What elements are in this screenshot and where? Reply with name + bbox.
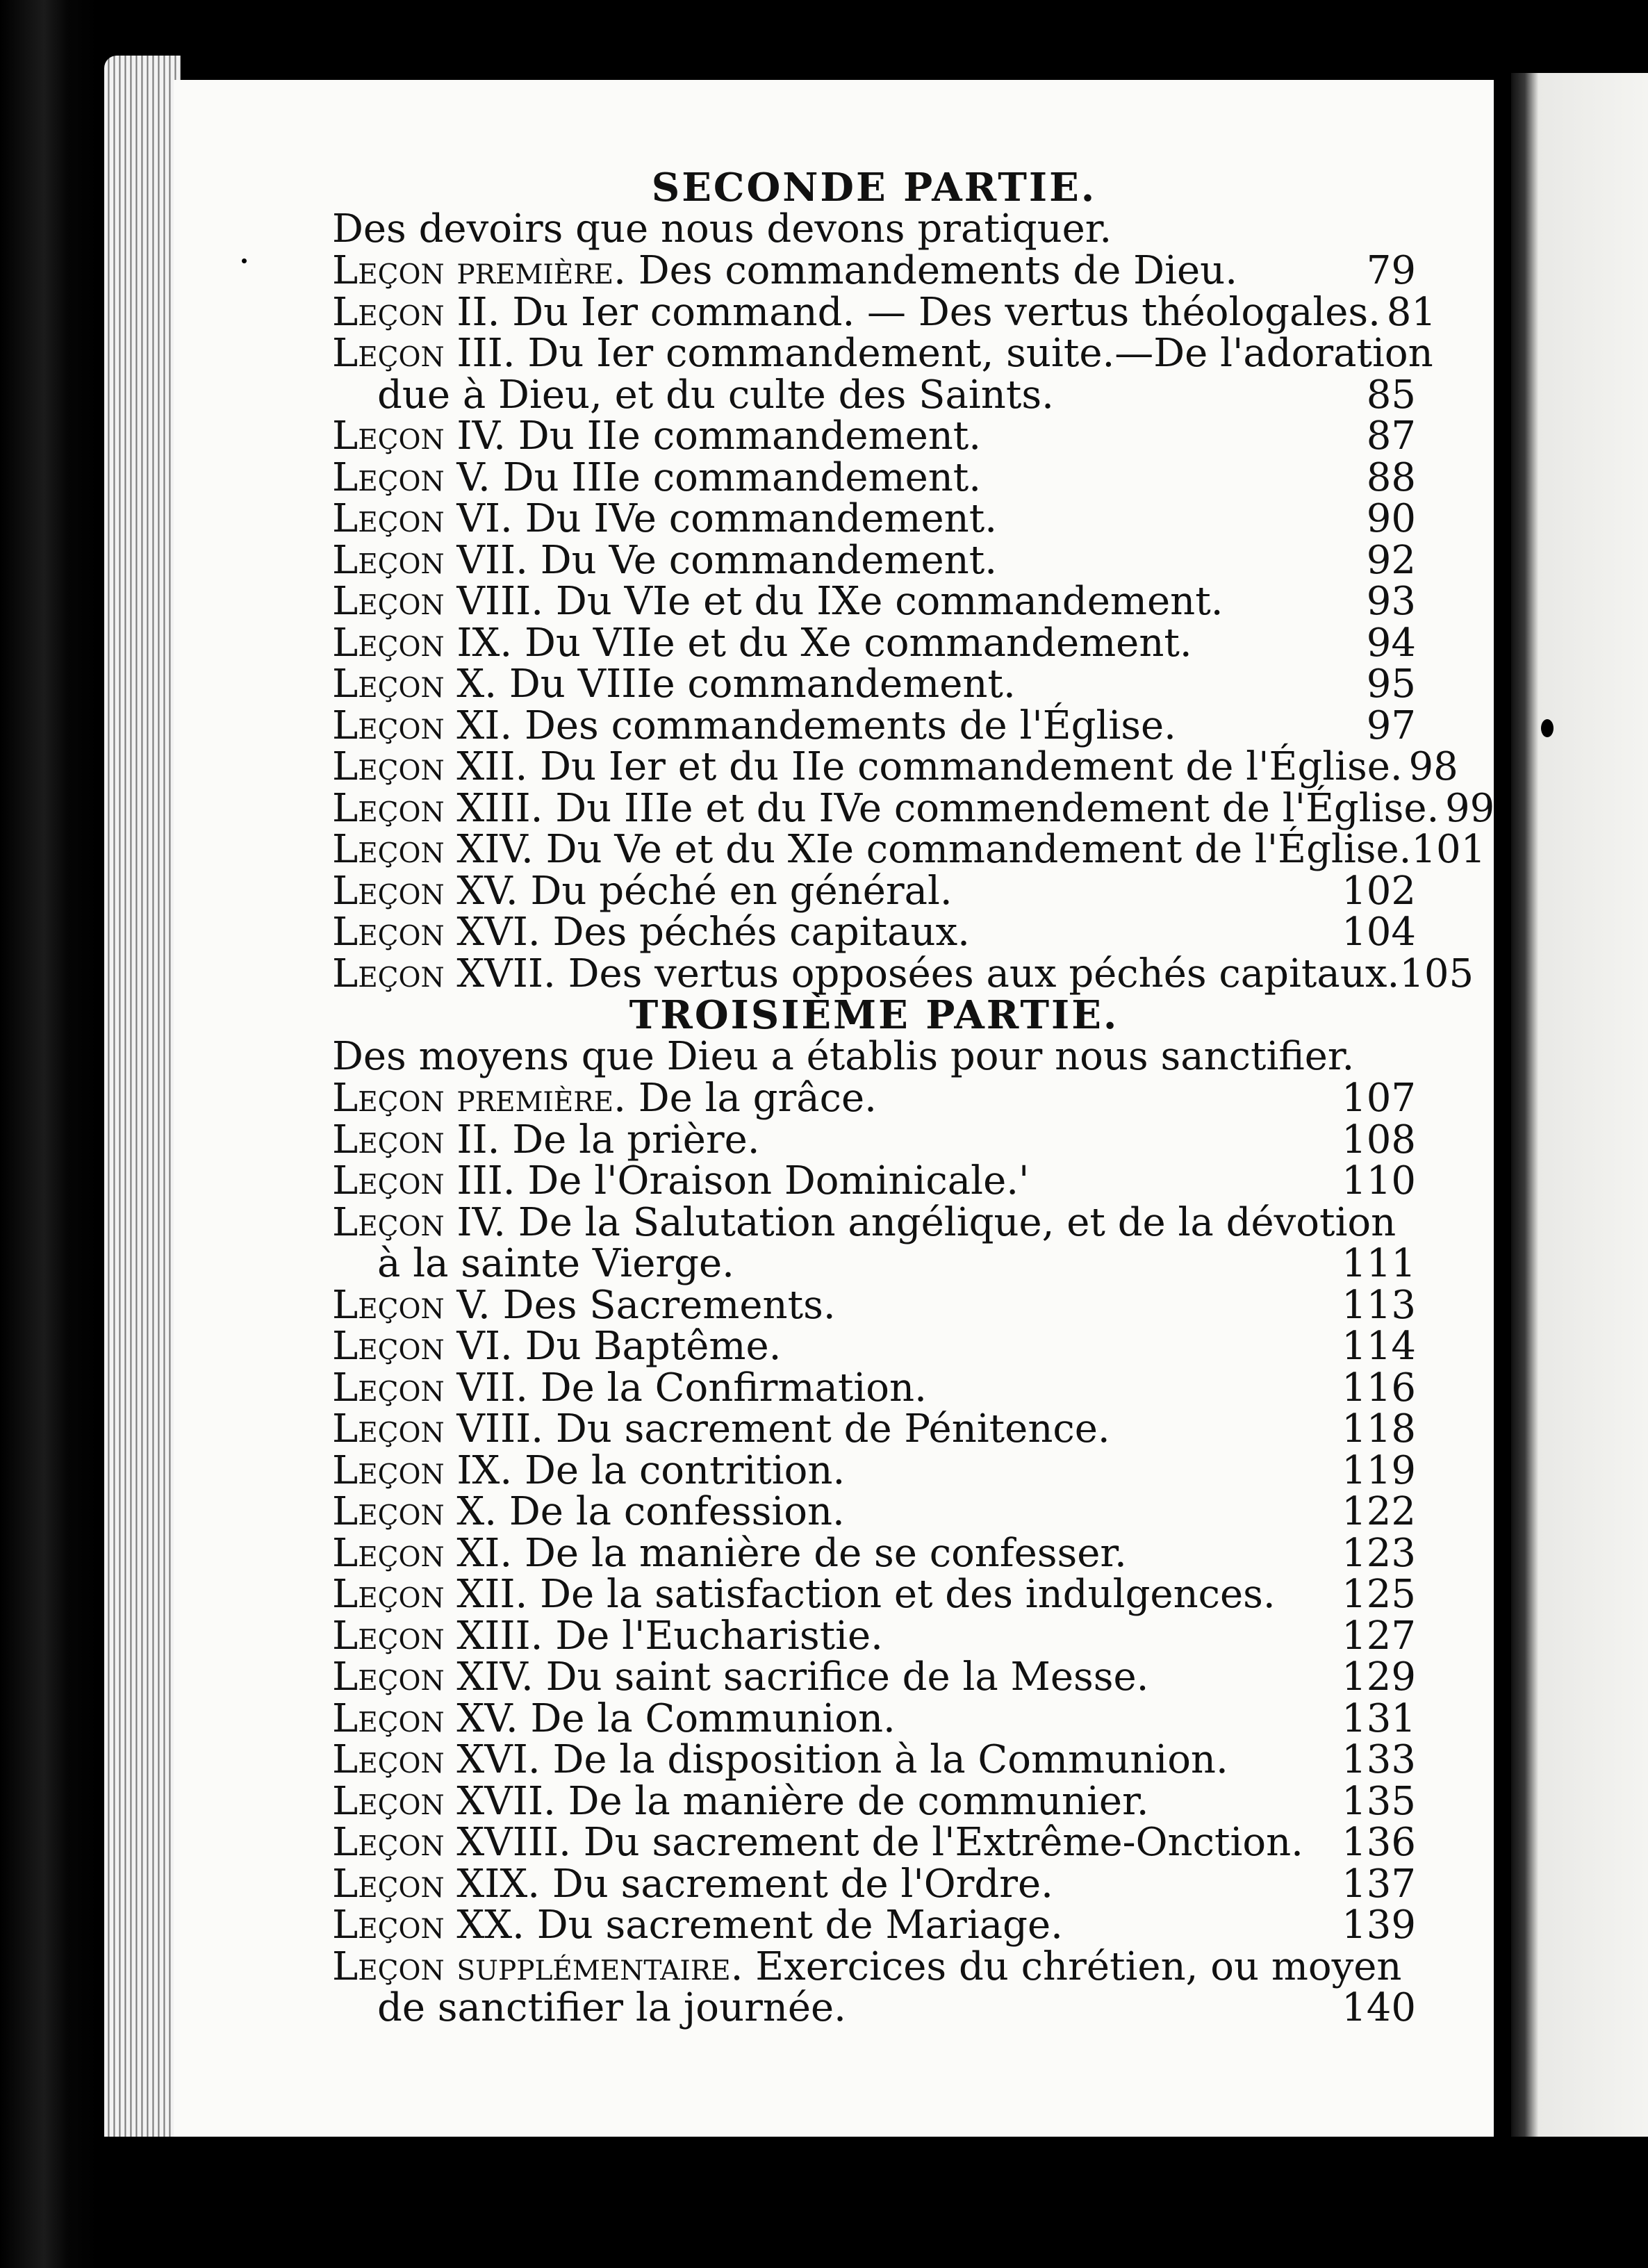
toc-entry [332, 1530, 1416, 1576]
scan-border-left [0, 0, 97, 2268]
page-number: 79 [1366, 248, 1416, 293]
entry-text [332, 1199, 1396, 1245]
entry-text [332, 829, 1411, 871]
lesson-label: Leçon XVIII. [332, 1820, 571, 1865]
entry-text [332, 454, 982, 500]
lesson-title: Du IIe commandement. [518, 413, 982, 459]
toc-entry [332, 1654, 1416, 1700]
entry-text [332, 1408, 1110, 1450]
lesson-title: Du sacrement de Pénitence. [555, 1406, 1110, 1452]
toc-entry [332, 581, 1416, 623]
lesson-title: De la satisfaction et des indulgences. [540, 1572, 1276, 1617]
toc-entry [332, 1946, 1416, 1988]
page-number: 139 [1342, 1903, 1416, 1948]
lesson-label: Leçon XVI. [332, 1737, 541, 1782]
lesson-label: Leçon XI. [332, 702, 513, 748]
entry-text [332, 1367, 927, 1409]
toc-entry [332, 1243, 1416, 1285]
toc-entry [332, 1613, 1416, 1659]
lesson-title: Du Ier command. — Des vertus théologales. [512, 289, 1381, 335]
lesson-title: Du VIIIe commandement. [509, 662, 1016, 707]
entry-text [332, 333, 1433, 375]
entry-text [332, 413, 982, 459]
entry-text [332, 581, 1223, 623]
lesson-label: Leçon II. [332, 1117, 500, 1162]
toc-entry [332, 1282, 1416, 1328]
lesson-title: Du Ve et du XIe commandement de l'Église. [545, 827, 1412, 872]
toc-entry [332, 1199, 1416, 1245]
lesson-title: De la prière. [512, 1117, 760, 1162]
page-number: 137 [1342, 1861, 1416, 1907]
toc-entry [332, 620, 1416, 666]
toc-entry [332, 868, 1416, 914]
scan-border-bottom [97, 2137, 1648, 2268]
book-page-edges [104, 56, 181, 2161]
toc-entry [332, 785, 1495, 831]
toc-entry [332, 744, 1458, 789]
toc-entry [332, 1447, 1416, 1493]
toc-entry [332, 498, 1416, 540]
toc-entry [332, 1574, 1416, 1616]
lesson-title: De la manière de communier. [568, 1778, 1149, 1824]
page-number: 111 [1342, 1241, 1416, 1286]
ink-speck [242, 258, 247, 263]
page-number: 85 [1366, 372, 1416, 418]
lesson-title: Des commandements de Dieu. [638, 248, 1237, 293]
lesson-label: Leçon IX. [332, 620, 513, 666]
toc-entry [332, 1119, 1416, 1161]
entry-text [332, 1326, 781, 1367]
lesson-label: Leçon XI. [332, 1530, 513, 1576]
entry-text [332, 1822, 1303, 1864]
lesson-title: De la contrition. [525, 1447, 846, 1493]
section-title: TROISIÈME PARTIE. [629, 992, 1119, 1038]
entry-text [332, 289, 1381, 335]
page-number: 119 [1342, 1447, 1416, 1493]
lesson-label: Leçon XX. [332, 1903, 525, 1948]
lesson-label: Leçon III. [332, 331, 516, 376]
entry-text [332, 664, 1016, 705]
toc-entry [332, 827, 1486, 872]
toc-entry [332, 1987, 1416, 2029]
entry-text [332, 953, 1399, 995]
toc-entry [332, 413, 1416, 459]
lesson-title: Du Ve commandement. [540, 537, 998, 583]
lesson-title: De l'Eucharistie. [555, 1613, 883, 1659]
lesson-title: Du sacrement de l'Extrême-Onction. [583, 1820, 1303, 1865]
toc-entry [332, 1861, 1416, 1907]
lesson-label: Leçon VIII. [332, 1406, 544, 1452]
entry-text [332, 912, 970, 953]
lesson-title: Du Ier commandement, suite.—De l'adoration [527, 331, 1433, 376]
page-number: 122 [1342, 1489, 1416, 1534]
page-number: 129 [1342, 1654, 1416, 1700]
entry-text [332, 746, 1403, 788]
page-number: 104 [1342, 910, 1416, 955]
toc-entry [332, 1367, 1416, 1409]
entry-text [332, 1530, 1127, 1576]
lesson-label: Leçon XIV. [332, 1654, 534, 1700]
lesson-title: De la confession. [509, 1489, 845, 1534]
lesson-title: Du VIIe et du Xe commandement. [525, 620, 1192, 666]
page-number: 135 [1342, 1778, 1416, 1824]
lesson-label: Leçon XVI. [332, 910, 541, 955]
lesson-title: De la Confirmation. [540, 1365, 927, 1411]
lesson-title: Du VIe et du IXe commandement. [555, 579, 1223, 624]
toc-entry [332, 1491, 1416, 1533]
lesson-title: à la sainte Vierge. [377, 1241, 734, 1286]
lesson-label: Leçon supplémentaire. [332, 1944, 743, 1989]
toc-entry [332, 372, 1416, 418]
page-number: 90 [1366, 496, 1416, 541]
lesson-label: Leçon XIX. [332, 1861, 541, 1907]
page-number: 94 [1366, 620, 1416, 666]
entry-text [332, 702, 1176, 748]
lesson-label: Leçon XIII. [332, 1613, 543, 1659]
page-number: 105 [1399, 951, 1474, 996]
page-number: 136 [1342, 1820, 1416, 1865]
toc-entry [332, 250, 1416, 292]
entry-text [332, 1739, 1228, 1781]
lesson-label: Leçon VI. [332, 1324, 513, 1369]
entry-text [332, 1778, 1149, 1824]
lesson-label: Leçon VIII. [332, 579, 544, 624]
lesson-title: Du saint sacrifice de la Messe. [545, 1654, 1149, 1700]
toc-entry [332, 912, 1416, 953]
ink-speck [1541, 719, 1554, 737]
page-number: 131 [1342, 1695, 1416, 1741]
lesson-title: Du sacrement de Mariage. [536, 1903, 1063, 1948]
entry-text [332, 1861, 1053, 1907]
lesson-label: Leçon VII. [332, 537, 528, 583]
page-number: 93 [1366, 579, 1416, 624]
entry-text [332, 1574, 1276, 1616]
entry-text [332, 1447, 846, 1493]
toc-entry [332, 1822, 1416, 1864]
entry-text [332, 372, 1054, 418]
lesson-title: De la Salutation angélique, et de la dévotion [518, 1199, 1396, 1245]
lesson-label: Leçon X. [332, 1489, 497, 1534]
toc-entry [332, 1695, 1416, 1741]
lesson-label: Leçon XVII. [332, 951, 556, 996]
toc-entry [332, 1778, 1416, 1824]
lesson-label: Leçon V. [332, 454, 491, 500]
section-subtitle: Des devoirs que nous devons pratiquer. [332, 206, 1112, 252]
lesson-title: Du péché en général. [530, 868, 953, 914]
page-number: 116 [1342, 1365, 1416, 1411]
lesson-label: Leçon IV. [332, 1199, 506, 1245]
facing-page [1511, 73, 1648, 2158]
toc-entry [332, 1739, 1416, 1781]
lesson-title: Du Ier et du IIe commandement de l'Église. [540, 744, 1403, 789]
lesson-title: Des péchés capitaux. [552, 910, 970, 955]
lesson-label: Leçon XV. [332, 1695, 518, 1741]
page-number: 125 [1342, 1572, 1416, 1617]
lesson-title: De la Communion. [530, 1695, 896, 1741]
entry-text [332, 1160, 1029, 1202]
page-number: 81 [1386, 289, 1436, 335]
entry-text [332, 1243, 734, 1285]
lesson-title: Du IIIe et du IVe commendement de l'Église. [555, 785, 1440, 831]
entry-text [332, 1987, 846, 2029]
lesson-title: Des Sacrements. [502, 1282, 836, 1328]
entry-text [332, 1119, 760, 1161]
toc-entry [332, 1078, 1416, 1119]
lesson-label: Leçon XVII. [332, 1778, 556, 1824]
page-number: 110 [1342, 1158, 1416, 1203]
lesson-title: De l'Oraison Dominicale.' [527, 1158, 1030, 1203]
toc-entry [332, 951, 1474, 996]
page-number: 87 [1366, 413, 1416, 459]
toc-entry [332, 664, 1416, 705]
entry-text [332, 1905, 1063, 1946]
entry-text [332, 1491, 845, 1533]
lesson-title: due à Dieu, et du culte des Saints. [377, 372, 1054, 418]
entry-text [332, 1695, 896, 1741]
toc-entry [332, 289, 1436, 335]
lesson-title: Des commandements de l'Église. [525, 702, 1176, 748]
lesson-label: Leçon IX. [332, 1447, 513, 1493]
toc-entry [332, 702, 1416, 748]
toc-entry [332, 1905, 1416, 1946]
toc-entry [332, 1160, 1416, 1202]
lesson-title: Du sacrement de l'Ordre. [552, 1861, 1053, 1907]
lesson-label: Leçon XII. [332, 744, 528, 789]
entry-text [332, 785, 1440, 831]
lesson-label: Leçon première. [332, 248, 626, 293]
lesson-title: Exercices du chrétien, ou moyen [755, 1944, 1402, 1989]
lesson-title: Des vertus opposées aux péchés capitaux. [568, 951, 1400, 996]
page-number: 92 [1366, 537, 1416, 583]
lesson-title: Du IVe commandement. [525, 496, 998, 541]
page-number: 127 [1342, 1613, 1416, 1659]
page-number: 113 [1342, 1282, 1416, 1328]
page-number: 98 [1408, 744, 1458, 789]
toc-entry [332, 1326, 1416, 1367]
entry-text [332, 868, 953, 914]
entry-text [332, 1946, 1401, 1988]
lesson-label: Leçon III. [332, 1158, 516, 1203]
entry-text [332, 250, 1237, 292]
page-number: 123 [1342, 1530, 1416, 1576]
entry-text [332, 1282, 836, 1328]
page-number: 95 [1366, 662, 1416, 707]
table-of-contents [332, 165, 1495, 2030]
lesson-label: Leçon V. [332, 1282, 491, 1328]
lesson-label: Leçon IV. [332, 413, 506, 459]
section-title: SECONDE PARTIE. [651, 165, 1097, 211]
page-number: 107 [1342, 1076, 1416, 1121]
entry-text [332, 1613, 883, 1659]
page-number: 97 [1366, 702, 1416, 748]
lesson-label: Leçon XV. [332, 868, 518, 914]
toc-entry [332, 537, 1416, 583]
page-number: 118 [1342, 1406, 1416, 1452]
lesson-label: Leçon XIII. [332, 785, 543, 831]
toc-entry [332, 1408, 1416, 1450]
entry-text [332, 1078, 877, 1119]
page-number: 114 [1342, 1324, 1416, 1369]
lesson-label: Leçon VI. [332, 496, 513, 541]
page-number: 133 [1342, 1737, 1416, 1782]
lesson-title: Du IIIe commandement. [502, 454, 982, 500]
toc-entry [332, 331, 1433, 376]
lesson-label: Leçon première. [332, 1076, 626, 1121]
lesson-title: De la disposition à la Communion. [552, 1737, 1228, 1782]
section-subtitle: Des moyens que Dieu a établis pour nous sanctifier. [332, 1034, 1355, 1079]
page-number: 101 [1411, 827, 1486, 872]
entry-text [332, 537, 998, 583]
entry-text [332, 498, 997, 540]
page-number: 99 [1445, 785, 1495, 831]
lesson-label: Leçon XIV. [332, 827, 534, 872]
lesson-label: Leçon X. [332, 662, 497, 707]
lesson-label: Leçon VII. [332, 1365, 528, 1411]
page-number: 88 [1366, 454, 1416, 500]
lesson-title: Du Baptême. [525, 1324, 782, 1369]
toc-entry [332, 454, 1416, 500]
lesson-title: De la manière de se confesser. [525, 1530, 1127, 1576]
entry-text [332, 1654, 1149, 1700]
page-number: 108 [1342, 1117, 1416, 1162]
page-number: 102 [1342, 868, 1416, 914]
lesson-title: De la grâce. [638, 1076, 877, 1121]
page-number: 140 [1342, 1985, 1416, 2030]
entry-text [332, 620, 1192, 666]
lesson-title: de sanctifier la journée. [377, 1985, 846, 2030]
lesson-label: Leçon II. [332, 289, 500, 335]
lesson-label: Leçon XII. [332, 1572, 528, 1617]
